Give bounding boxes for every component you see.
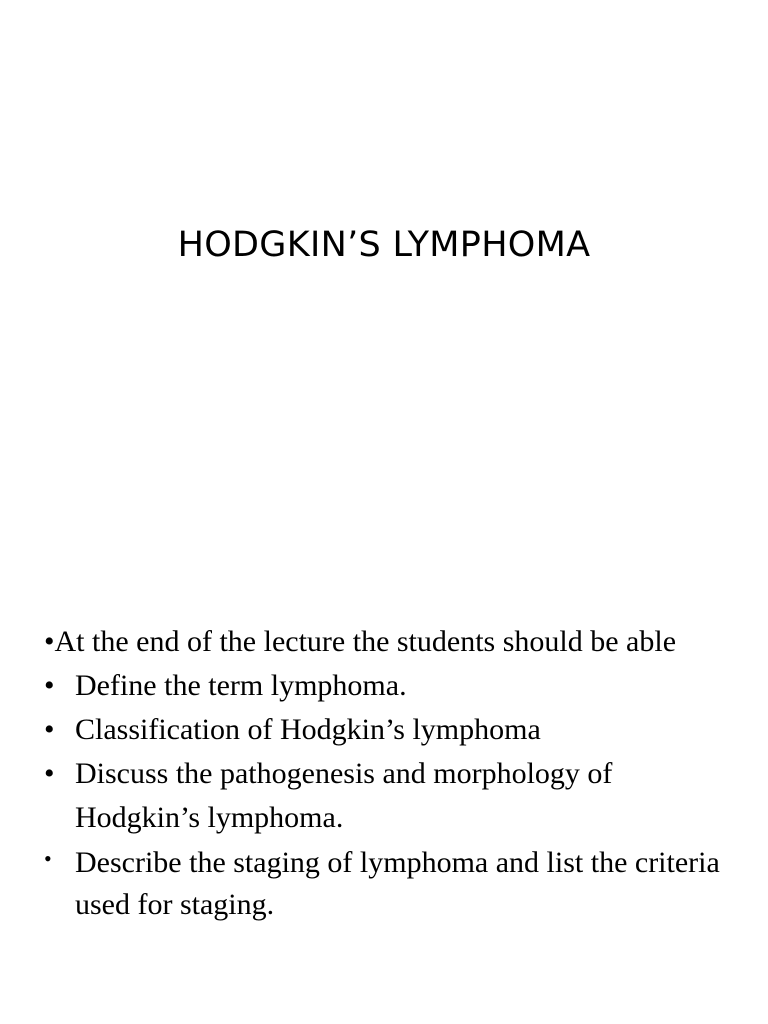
list-item-text: Define the term lymphoma. (75, 669, 407, 702)
list-item (44, 708, 734, 752)
list-item-text: Describe the staging of lymphoma and list the criteria used for staging. (75, 846, 720, 921)
bullet-icon: • (44, 757, 55, 790)
list-item (44, 664, 734, 708)
list-item-text: Discuss the pathogenesis and morphology of Hodgkin’s lymphoma. (75, 757, 613, 834)
slide-body (44, 620, 734, 926)
intro-paragraph (44, 620, 734, 664)
bullet-icon: • (44, 846, 52, 871)
intro-bullet: • (44, 625, 55, 658)
list-item-text: Classification of Hodgkin’s lymphoma (75, 713, 541, 746)
list-item (44, 752, 734, 840)
objectives-list (44, 664, 734, 926)
list-item (44, 842, 734, 926)
intro-text: At the end of the lecture the students should be able (54, 625, 677, 658)
bullet-icon: • (44, 669, 55, 702)
slide-title: HODGKIN’S LYMPHOMA (177, 225, 591, 265)
bullet-icon: • (44, 713, 55, 746)
